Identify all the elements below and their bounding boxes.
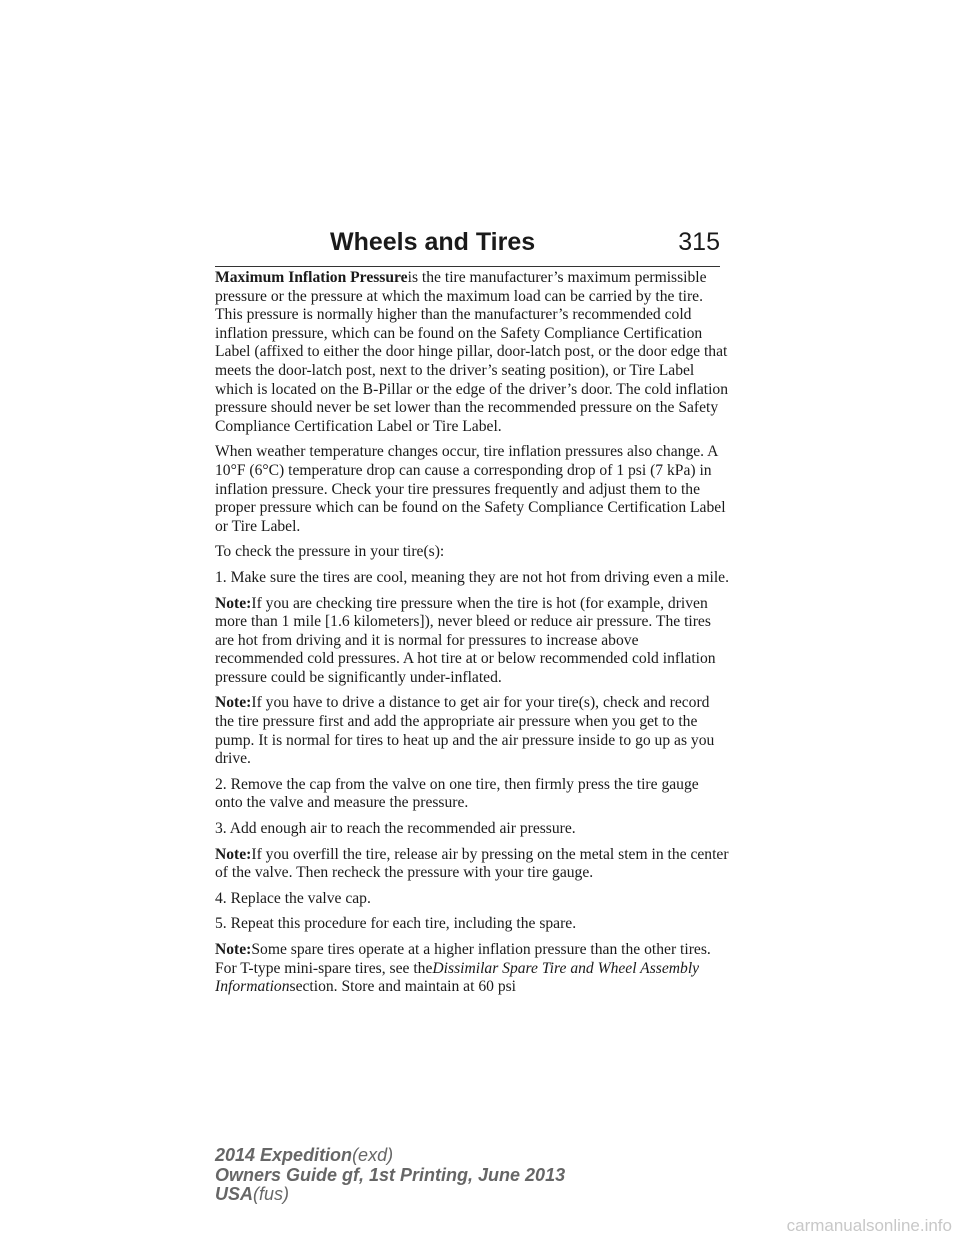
note-text: If you are checking tire pressure when the tire is hot (for example, driven more than 1 mile [1.6 kilometers]), never bleed or reduce air pressure. The tires are hot from driving and it is normal for pressures to increase above recommended cold pressures. A hot tire at or below recommended cold inflation pressure could be significantly under-inflated. [215, 594, 716, 686]
cross-reference-link: Dissimilar Spare Tire and Wheel Assembly Information [215, 959, 700, 996]
step-4: 4. Replace the valve cap. [215, 889, 371, 907]
step-3: 3. Add enough air to reach the recommended air pressure. [215, 820, 576, 838]
paragraph-temperature: When weather temperature changes occur, tire inflation pressures also change. A 10°F (6°C) temperature drop can cause a corresponding drop of 1 psi (7 kPa) in inflation pressure. Check your tire pressures frequently and adjust them to the proper pressure which can be found on the Safety Compliance Certification Label or Tire Label. [215, 443, 726, 535]
footer-model-code: (exd) [352, 1145, 394, 1165]
page-header [215, 226, 720, 267]
note-text: Some spare tires operate at a higher inflation pressure than the other tires. For T-type mini-spare tires, see the [215, 941, 711, 977]
step-2: 2. Remove the cap from the valve on one tire, then firmly press the tire gauge onto the valve and measure the pressure. [215, 775, 699, 812]
paragraph-text: is the tire manufacturer’s maximum permissible pressure or the pressure at which the maximum load can be carried by the tire. This pressure is normally higher than the manufacturer’s recommended cold inflation pressure, which can be found on the Safety Compliance Certification Label (affixed to either the door hinge pillar, door-latch post, or the door edge that meets the door-latch post, next to the driver’s seating position), or Tire Label which is located on the B-Pillar or the edge of the driver’s door. The cold inflation pressure should never be set lower than the recommended pressure on the Safety Compliance Certification Label or Tire Label. [215, 269, 729, 435]
note-2 [215, 694, 730, 768]
note-text: If you overfill the tire, release air by pressing on the metal stem in the center of the valve. Then recheck the pressure with your tire gauge. [215, 845, 729, 882]
note-label: Note: [215, 941, 252, 958]
footer-model-line [215, 1146, 565, 1166]
footer-market-code: (fus) [253, 1184, 290, 1204]
note-4 [215, 941, 730, 997]
paragraph-max-inflation-pressure [215, 269, 730, 436]
page-footer [215, 1146, 565, 1205]
footer-model: 2014 Expedition [215, 1145, 353, 1165]
note-1 [215, 595, 730, 688]
step-1: 1. Make sure the tires are cool, meaning they are not hot from driving even a mile. [215, 568, 729, 586]
term-max-inflation-pressure: Maximum Inflation Pressure [215, 269, 408, 286]
note-label: Note: [215, 845, 252, 863]
footer-market-line [215, 1185, 565, 1205]
footer-guide-line: Owners Guide gf, 1st Printing, June 2013 [215, 1164, 566, 1185]
step-5: 5. Repeat this procedure for each tire, including the spare. [215, 915, 577, 933]
watermark: carmanualsonline.info [786, 1216, 952, 1235]
section-title: Wheels and Tires [330, 228, 536, 256]
footer-market: USA [215, 1184, 254, 1204]
note-label: Note: [215, 694, 252, 712]
note-label: Note: [215, 594, 252, 612]
note-3 [215, 846, 730, 883]
page-content [215, 269, 730, 1004]
page-number: 315 [678, 228, 720, 256]
paragraph-check-intro: To check the pressure in your tire(s): [215, 543, 445, 561]
note-text: If you have to drive a distance to get air for your tire(s), check and record the tire pressure first and add the appropriate air pressure when you get to the pump. It is normal for tires to heat up and the air pressure inside to go up as you drive. [215, 694, 715, 768]
note-text: section. Store and maintain at 60 psi [289, 978, 517, 996]
